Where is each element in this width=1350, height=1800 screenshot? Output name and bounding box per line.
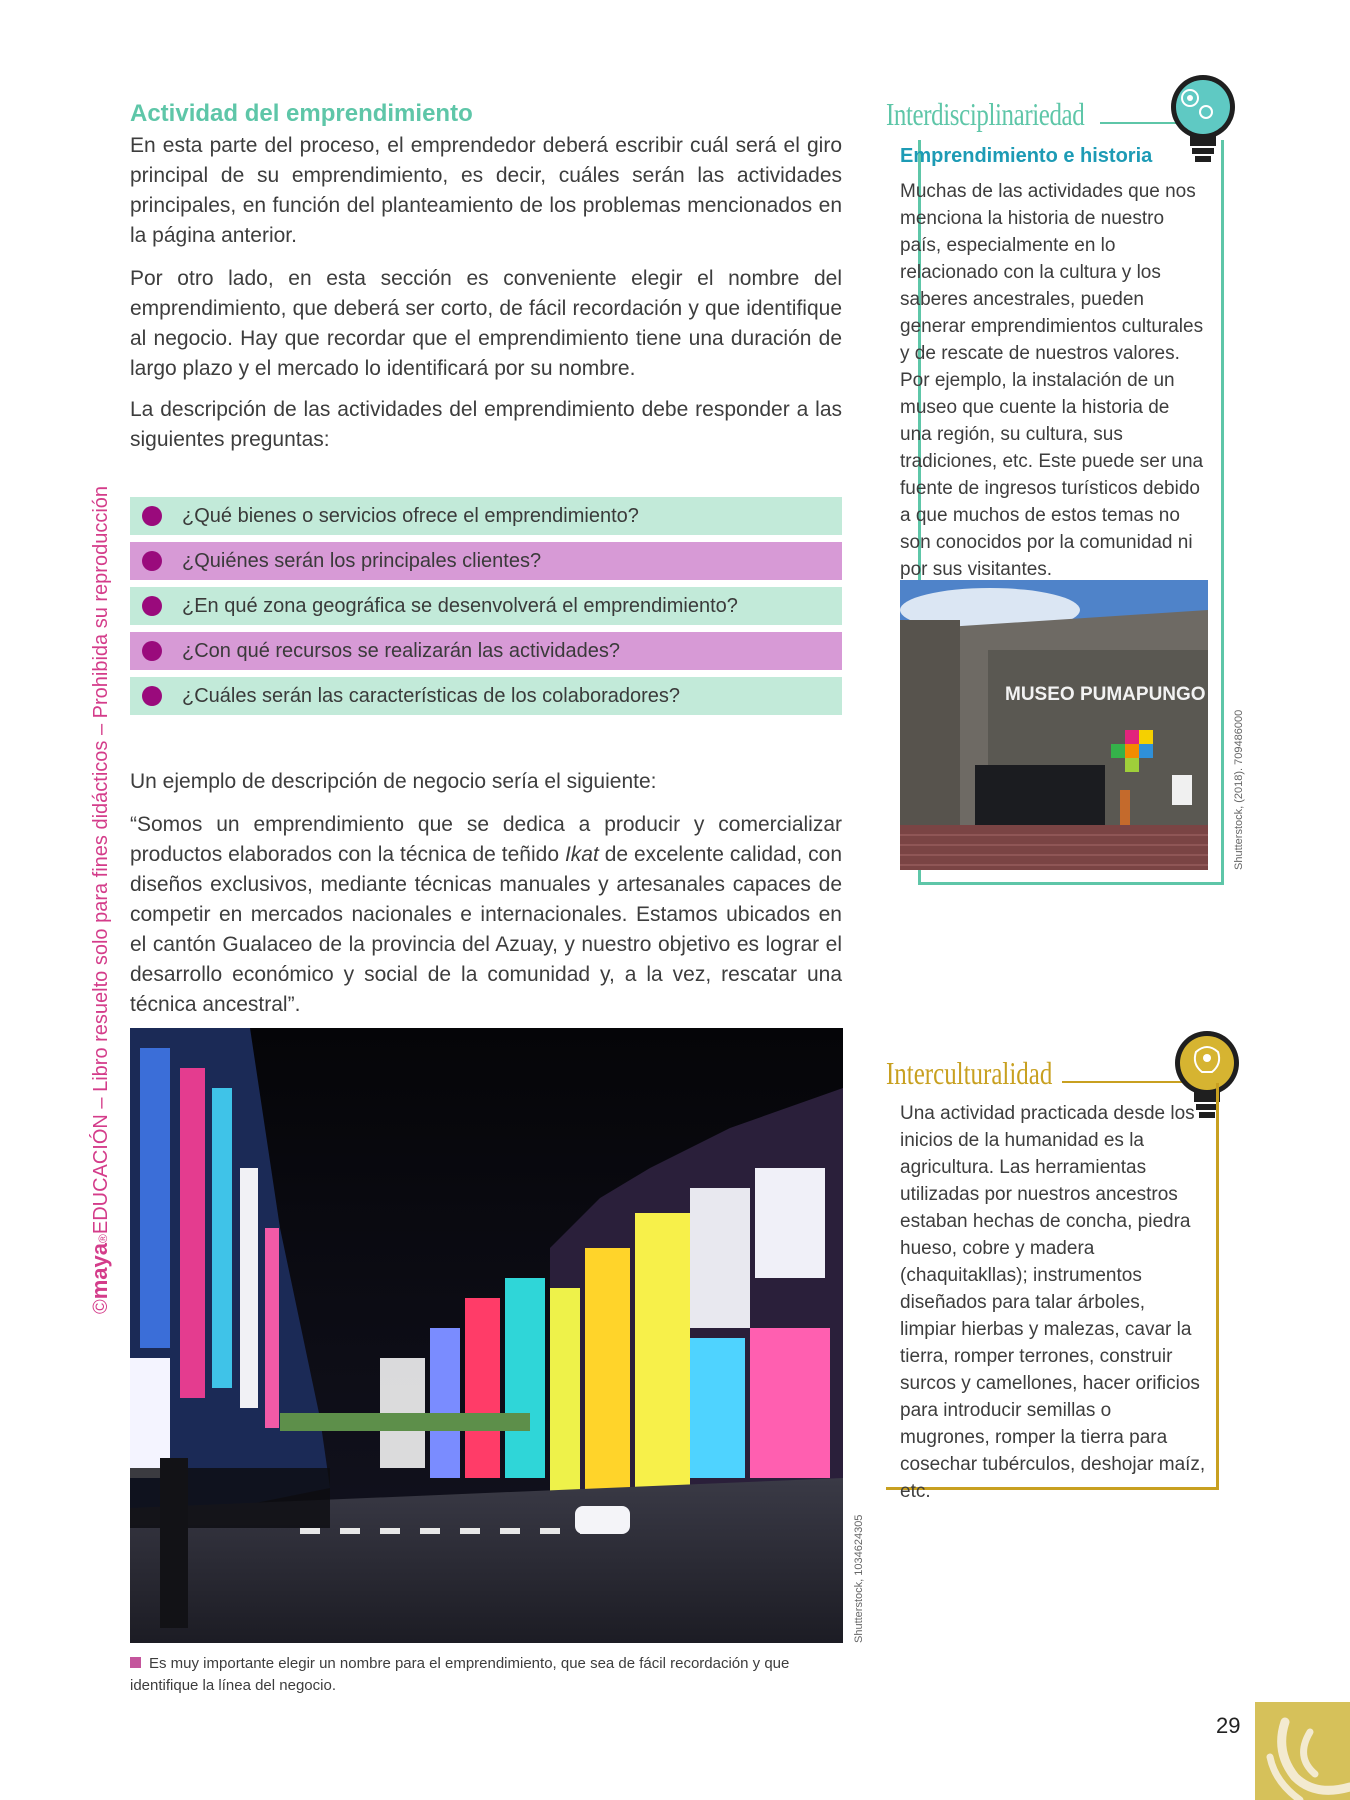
interculturalidad-text: Una actividad practicada desde los inicios de la humanidad es la agricultura. Las herramientas utilizadas por nuestros ancestros estaban hechas de concha, piedra hueso, cobre y madera (chaquitakllas); instrumentos diseñados para talar árboles, limpiar hierbas y malezas, cavar la tierra, romper terrones, construir surcos y camellones, hacer orificios para introducir semillas o mugrones, romper la tierra para cosechar tubérculos, deshojar maíz, etc. [900,1103,1206,1502]
interdisciplinariedad-subtitle: Emprendimiento e historia [900,145,1153,167]
question-text: ¿Quiénes serán los principales clientes? [182,549,542,572]
interdisciplinariedad-text: Muchas de las actividades que nos menciona la historia de nuestro país, especialmente en lo relacionado con la cultura y los saberes ancestrales, pueden generar emprendimientos culturales y de rescate de nuestros valores. Por ejemplo, la instalación de un museo que cuente la historia de una región, su cultura, sus tradiciones, etc. Este puede ser una fuente de ingresos turísticos debido a que muchos de estos temas no son conocidos por la comunidad ni por sus visitantes. [900,181,1204,580]
photo-caption [130,1653,830,1697]
list-item [130,587,842,625]
interdisciplinariedad-title: Interdisciplinariedad [886,96,1085,132]
museum-sign-text: MUSEO PUMAPUNGO [1005,684,1206,705]
bullet-icon [142,686,162,706]
example-intro: Un ejemplo de descripción de negocio sería el siguiente: [130,770,657,793]
example-quote-italic: Ikat [564,843,599,866]
city-photo-credit: Shutterstock, 1034624305 [853,1514,865,1643]
interculturalidad-title: Interculturalidad [886,1055,1053,1091]
city-street-photo [130,1028,843,1643]
city-street-illustration [130,1028,843,1643]
list-item [130,677,842,715]
list-item [130,542,842,580]
page-number: 29 [1216,1713,1241,1738]
activity-title: Actividad del emprendimiento [130,100,473,127]
caption-marker-icon [130,1657,141,1668]
question-text: ¿Con qué recursos se realizarán las actividades? [182,639,620,662]
example-quote-part-2: de excelente calidad, con diseños exclusivos, mediante técnicas manuales y artesanales capaces de competir en mercados nacionales e internacionales. Estamos ubicados en el cantón Gualaceo de la provincia del Azuay, y nuestro objetivo es lograr el desarrollo económico y social de la comunidad y, a la vez, rescatar una técnica ancestral”. [130,843,842,1016]
museum-illustration [900,580,1208,870]
museum-photo [900,580,1208,870]
bullet-icon [142,596,162,616]
activity-paragraph-3: La descripción de las actividades del emprendimiento debe responder a las siguientes preguntas: [130,398,842,451]
bullet-icon [142,506,162,526]
example-quote [130,810,842,1020]
question-text: ¿Cuáles serán las características de los colaboradores? [182,684,681,707]
activity-paragraph-1: En esta parte del proceso, el emprendedor deberá escribir cuál será el giro principal de su emprendimiento, es decir, cuáles serán las actividades principales, en función del planteamiento de los problemas mencionados en la página anterior. [130,134,842,247]
registered-mark: ® [96,1234,110,1243]
bullet-icon [142,641,162,661]
copyright-side-notice [85,300,115,1500]
question-text: ¿Qué bienes o servicios ofrece el emprendimiento? [182,504,639,527]
questions-list [130,497,842,722]
list-item [130,632,842,670]
bullet-icon [142,551,162,571]
list-item [130,497,842,535]
brand-logo-text: maya [87,1242,112,1300]
museum-photo-credit: Shutterstock, (2018). 709486000 [1233,709,1245,870]
side-notice-text: EDUCACIÓN – Libro resuelto solo para fines didácticos – Prohibida su reproducción [90,485,112,1235]
example-quote-part-1: “Somos un emprendimiento que se dedica a producir y comercializar productos elaborados con la técnica de teñido [130,813,842,866]
corner-decoration [1255,1702,1350,1800]
hands-icon [1255,1702,1350,1800]
question-text: ¿En qué zona geográfica se desenvolverá el emprendimiento? [182,594,738,617]
activity-paragraph-2: Por otro lado, en esta sección es conveniente elegir el nombre del emprendimiento, que deberá ser corto, de fácil recordación y que identifique al negocio. Hay que recordar que el emprendimiento tiene una duración de largo plazo y el mercado lo identificará por su nombre. [130,267,842,380]
copyright-symbol: © [90,1299,112,1315]
caption-text: Es muy importante elegir un nombre para el emprendimiento, que sea de fácil recordación y que identifique la línea del negocio. [130,1655,790,1694]
